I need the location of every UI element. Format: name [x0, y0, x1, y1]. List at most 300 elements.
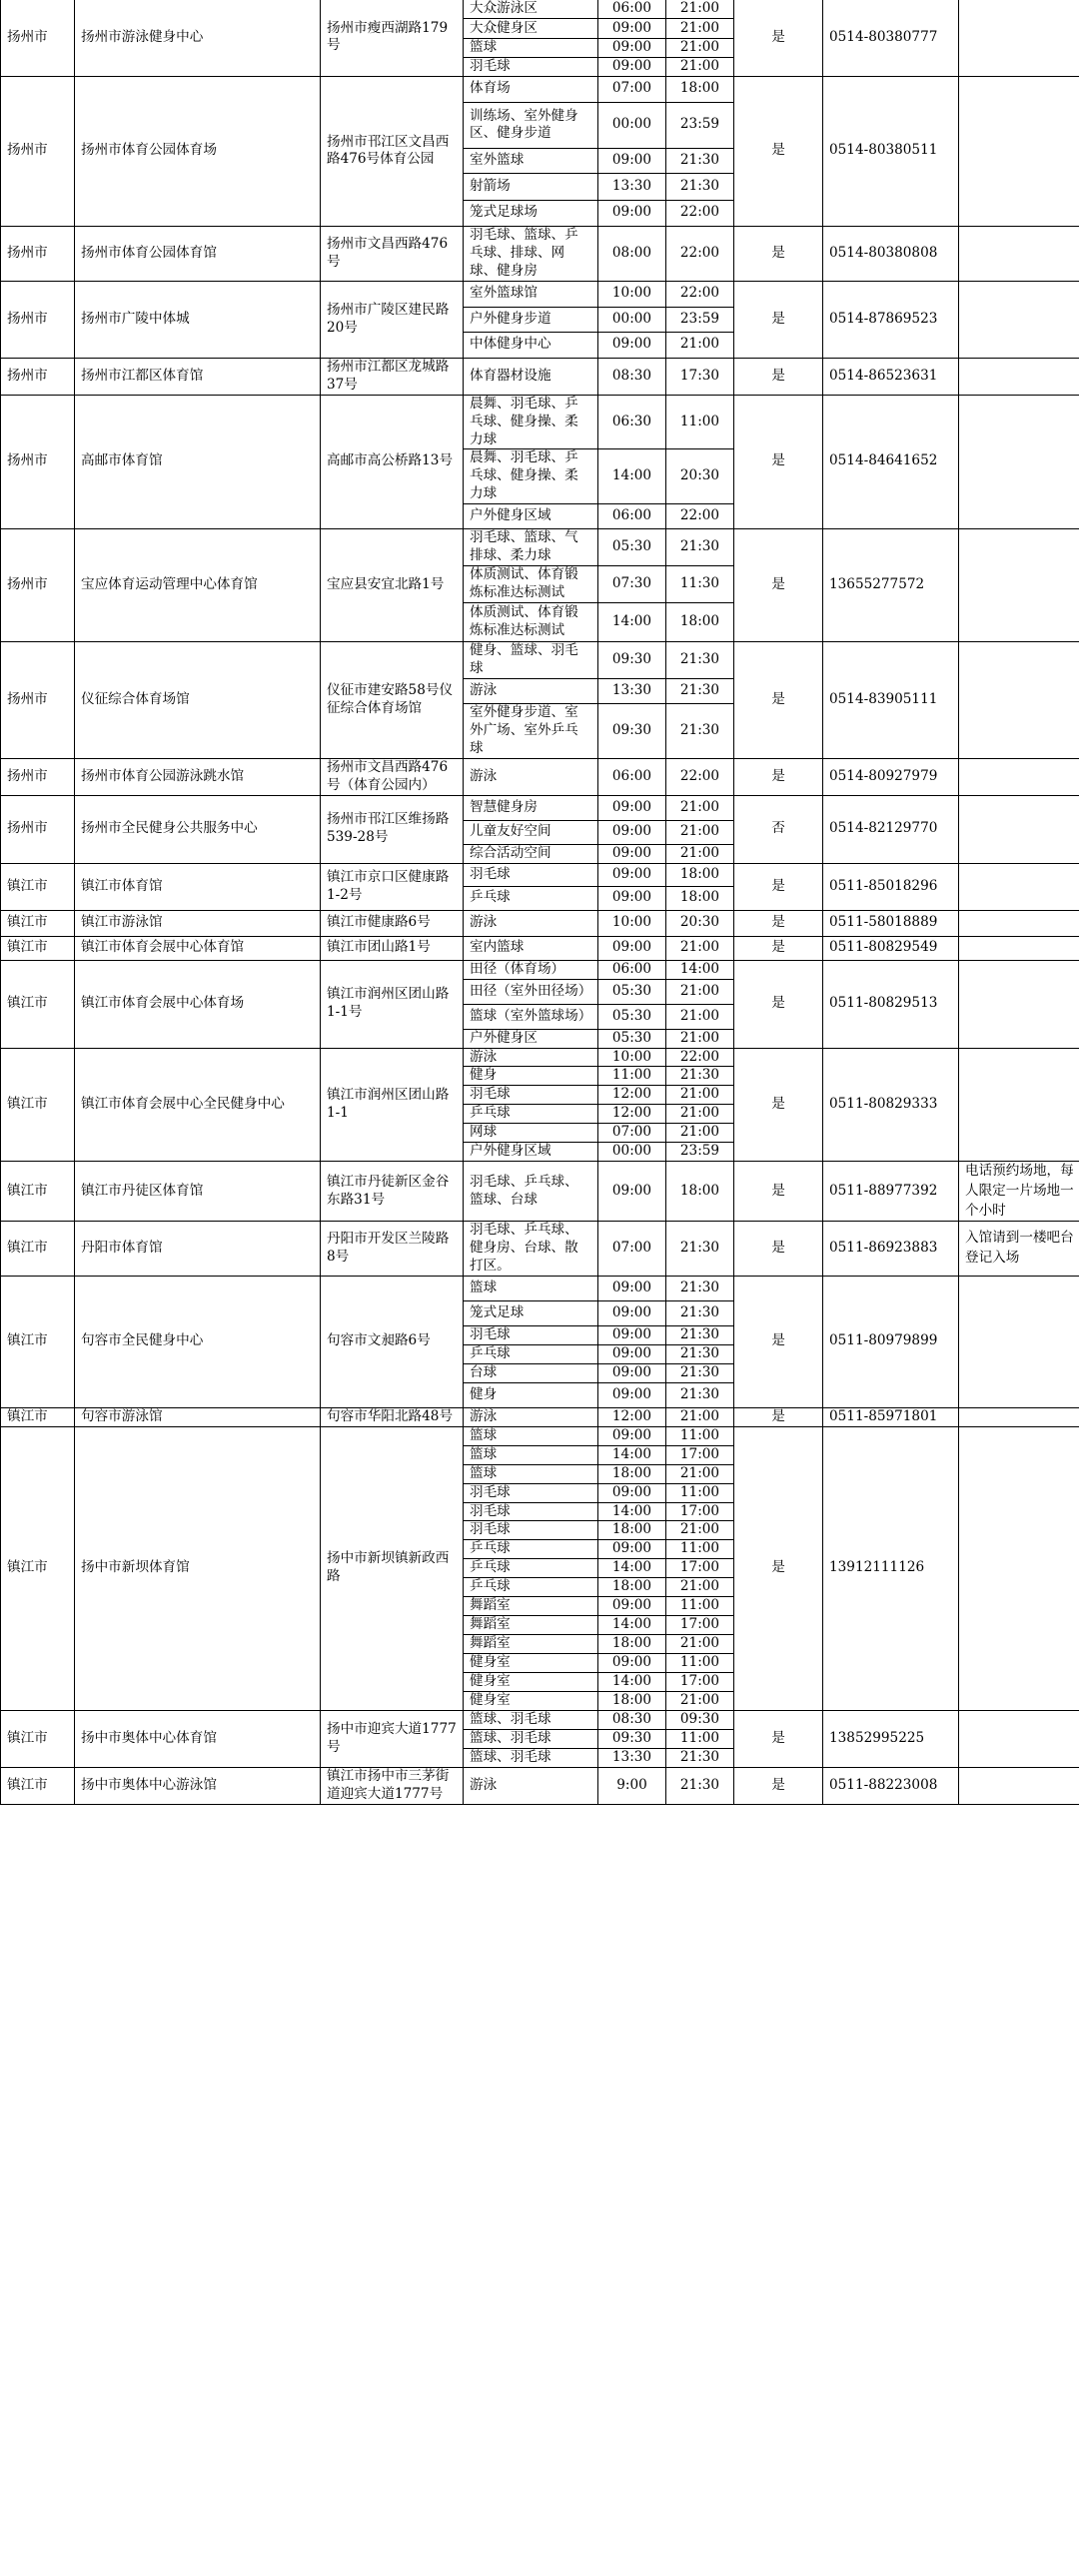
- close-time-cell: 22:00: [666, 758, 734, 795]
- close-time-cell: 18:00: [666, 1162, 734, 1222]
- open-time-cell: 09:00: [598, 863, 666, 886]
- note-cell: [959, 358, 1079, 395]
- open-time-cell: 13:30: [598, 173, 666, 200]
- open-to-public-cell: 是: [734, 281, 823, 358]
- open-to-public-cell: 是: [734, 1767, 823, 1804]
- note-cell: [959, 281, 1079, 358]
- table-row: [1, 936, 1079, 960]
- facility-cell: 篮球: [464, 1464, 598, 1483]
- open-time-cell: 00:00: [598, 102, 666, 148]
- facility-cell: 体质测试、体育锻炼标准达标测试: [464, 566, 598, 603]
- phone-cell: 0511-58018889: [823, 910, 959, 936]
- open-time-cell: 14:00: [598, 1559, 666, 1578]
- venue-name-cell: 高邮市体育馆: [75, 395, 321, 529]
- open-to-public-cell: 是: [734, 76, 823, 226]
- facility-cell: 笼式足球: [464, 1301, 598, 1326]
- facility-cell: 游泳: [464, 1407, 598, 1426]
- city-cell: 镇江市: [1, 1767, 75, 1804]
- phone-cell: 0511-85971801: [823, 1407, 959, 1426]
- open-time-cell: 08:00: [598, 226, 666, 281]
- note-cell: [959, 758, 1079, 795]
- phone-cell: 13912111126: [823, 1426, 959, 1710]
- close-time-cell: 09:30: [666, 1710, 734, 1729]
- open-time-cell: 09:00: [598, 1483, 666, 1502]
- open-time-cell: 00:00: [598, 307, 666, 332]
- venue-name-cell: 扬州市体育公园体育馆: [75, 226, 321, 281]
- city-cell: 扬州市: [1, 0, 75, 76]
- facility-cell: 游泳: [464, 1048, 598, 1067]
- city-cell: 镇江市: [1, 910, 75, 936]
- facility-cell: 户外健身步道: [464, 307, 598, 332]
- facility-cell: 乒乓球: [464, 1540, 598, 1559]
- facility-cell: 晨舞、羽毛球、乒乓球、健身操、柔力球: [464, 395, 598, 449]
- table-row: [1, 529, 1079, 566]
- note-cell: [959, 1407, 1079, 1426]
- close-time-cell: 18:00: [666, 76, 734, 102]
- open-time-cell: 14:00: [598, 1445, 666, 1464]
- open-time-cell: 05:30: [598, 979, 666, 1004]
- venue-name-cell: 扬州市广陵中体城: [75, 281, 321, 358]
- note-cell: [959, 910, 1079, 936]
- open-time-cell: 09:00: [598, 332, 666, 358]
- note-cell: [959, 76, 1079, 226]
- open-time-cell: 10:00: [598, 910, 666, 936]
- facility-cell: 羽毛球: [464, 1521, 598, 1540]
- close-time-cell: 21:00: [666, 1004, 734, 1029]
- facility-cell: 篮球: [464, 1445, 598, 1464]
- city-cell: 镇江市: [1, 936, 75, 960]
- close-time-cell: 21:30: [666, 1344, 734, 1363]
- venue-address-cell: 扬州市邗江区维扬路539-28号: [321, 795, 464, 863]
- facility-cell: 户外健身区域: [464, 504, 598, 529]
- open-time-cell: 09:00: [598, 1162, 666, 1222]
- facility-cell: 体育器材设施: [464, 358, 598, 395]
- table-row: [1, 358, 1079, 395]
- facility-cell: 羽毛球、篮球、乒乓球、排球、网球、健身房: [464, 226, 598, 281]
- open-time-cell: 11:00: [598, 1067, 666, 1086]
- note-cell: 电话预约场地，每人限定一片场地一个小时: [959, 1162, 1079, 1222]
- facility-cell: 健身、篮球、羽毛球: [464, 642, 598, 679]
- facility-cell: 中体健身中心: [464, 332, 598, 358]
- close-time-cell: 21:30: [666, 1326, 734, 1345]
- close-time-cell: 17:00: [666, 1502, 734, 1521]
- facility-cell: 健身室: [464, 1672, 598, 1691]
- facility-cell: 体质测试、体育锻炼标准达标测试: [464, 603, 598, 642]
- open-time-cell: 09:00: [598, 57, 666, 76]
- open-time-cell: 09:00: [598, 1363, 666, 1382]
- venue-name-cell: 扬州市全民健身公共服务中心: [75, 795, 321, 863]
- phone-cell: 13655277572: [823, 529, 959, 642]
- open-time-cell: 07:00: [598, 76, 666, 102]
- table-row: [1, 1222, 1079, 1277]
- open-to-public-cell: 是: [734, 529, 823, 642]
- close-time-cell: 21:00: [666, 1086, 734, 1105]
- open-time-cell: 05:30: [598, 1004, 666, 1029]
- facility-cell: 健身: [464, 1067, 598, 1086]
- open-to-public-cell: 是: [734, 642, 823, 759]
- note-cell: [959, 960, 1079, 1048]
- facility-cell: 乒乓球: [464, 1105, 598, 1124]
- table-row: [1, 642, 1079, 679]
- facility-cell: 射箭场: [464, 173, 598, 200]
- open-time-cell: 09:30: [598, 704, 666, 759]
- facility-cell: 健身室: [464, 1691, 598, 1710]
- close-time-cell: 21:30: [666, 1301, 734, 1326]
- venue-address-cell: 丹阳市开发区兰陵路8号: [321, 1222, 464, 1277]
- open-time-cell: 06:00: [598, 0, 666, 19]
- open-time-cell: 18:00: [598, 1521, 666, 1540]
- venue-name-cell: 镇江市游泳馆: [75, 910, 321, 936]
- city-cell: 镇江市: [1, 1277, 75, 1408]
- open-time-cell: 09:00: [598, 844, 666, 863]
- open-time-cell: 09:00: [598, 1654, 666, 1673]
- facility-cell: 篮球: [464, 39, 598, 58]
- open-time-cell: 09:00: [598, 19, 666, 39]
- close-time-cell: 21:00: [666, 1521, 734, 1540]
- city-cell: 镇江市: [1, 960, 75, 1048]
- open-time-cell: 14:00: [598, 1502, 666, 1521]
- phone-cell: 0511-80979899: [823, 1277, 959, 1408]
- open-time-cell: 00:00: [598, 1143, 666, 1162]
- close-time-cell: 21:00: [666, 844, 734, 863]
- open-to-public-cell: 是: [734, 1222, 823, 1277]
- close-time-cell: 14:00: [666, 960, 734, 979]
- note-cell: 入馆请到一楼吧台登记入场: [959, 1222, 1079, 1277]
- facility-cell: 篮球: [464, 1277, 598, 1301]
- table-row: [1, 0, 1079, 19]
- open-time-cell: 06:00: [598, 504, 666, 529]
- venue-address-cell: 镇江市健康路6号: [321, 910, 464, 936]
- close-time-cell: 21:00: [666, 1464, 734, 1483]
- facility-cell: 健身: [464, 1382, 598, 1407]
- facility-cell: 笼式足球场: [464, 200, 598, 226]
- open-to-public-cell: 是: [734, 1407, 823, 1426]
- facility-cell: 田径（室外田径场）: [464, 979, 598, 1004]
- open-time-cell: 18:00: [598, 1691, 666, 1710]
- close-time-cell: 11:00: [666, 1654, 734, 1673]
- close-time-cell: 21:00: [666, 57, 734, 76]
- close-time-cell: 11:00: [666, 1483, 734, 1502]
- close-time-cell: 21:30: [666, 529, 734, 566]
- note-cell: [959, 1277, 1079, 1408]
- facility-cell: 乒乓球: [464, 1344, 598, 1363]
- close-time-cell: 21:00: [666, 1029, 734, 1048]
- facility-cell: 篮球、羽毛球: [464, 1748, 598, 1767]
- venue-address-cell: 扬中市迎宾大道1777号: [321, 1710, 464, 1767]
- phone-cell: 0514-87869523: [823, 281, 959, 358]
- venue-name-cell: 镇江市体育馆: [75, 863, 321, 910]
- open-time-cell: 06:00: [598, 960, 666, 979]
- open-to-public-cell: 是: [734, 395, 823, 529]
- close-time-cell: 21:30: [666, 704, 734, 759]
- close-time-cell: 11:00: [666, 1597, 734, 1616]
- open-time-cell: 09:00: [598, 39, 666, 58]
- facility-cell: 乒乓球: [464, 1559, 598, 1578]
- table-row: [1, 1407, 1079, 1426]
- facility-cell: 羽毛球: [464, 863, 598, 886]
- open-time-cell: 9:00: [598, 1767, 666, 1804]
- open-time-cell: 09:00: [598, 1426, 666, 1445]
- phone-cell: 0514-80380808: [823, 226, 959, 281]
- note-cell: [959, 863, 1079, 910]
- venue-address-cell: 镇江市丹徒新区金谷东路31号: [321, 1162, 464, 1222]
- venue-name-cell: 扬中市奥体中心体育馆: [75, 1710, 321, 1767]
- close-time-cell: 21:30: [666, 148, 734, 173]
- close-time-cell: 21:30: [666, 1767, 734, 1804]
- close-time-cell: 11:00: [666, 1426, 734, 1445]
- close-time-cell: 23:59: [666, 1143, 734, 1162]
- note-cell: [959, 1048, 1079, 1162]
- open-time-cell: 12:00: [598, 1105, 666, 1124]
- facility-cell: 舞蹈室: [464, 1635, 598, 1654]
- facility-cell: 篮球（室外篮球场）: [464, 1004, 598, 1029]
- open-time-cell: 09:00: [598, 1301, 666, 1326]
- close-time-cell: 11:00: [666, 1729, 734, 1748]
- facility-cell: 篮球、羽毛球: [464, 1710, 598, 1729]
- facility-cell: 篮球、羽毛球: [464, 1729, 598, 1748]
- close-time-cell: 21:30: [666, 1382, 734, 1407]
- venue-address-cell: 句容市华阳北路48号: [321, 1407, 464, 1426]
- close-time-cell: 11:00: [666, 1540, 734, 1559]
- open-time-cell: 10:00: [598, 281, 666, 307]
- open-time-cell: 14:00: [598, 1616, 666, 1635]
- close-time-cell: 21:00: [666, 936, 734, 960]
- phone-cell: 0511-88977392: [823, 1162, 959, 1222]
- open-to-public-cell: 是: [734, 226, 823, 281]
- facility-cell: 游泳: [464, 1767, 598, 1804]
- note-cell: [959, 1767, 1079, 1804]
- city-cell: 扬州市: [1, 795, 75, 863]
- facility-cell: 羽毛球: [464, 1502, 598, 1521]
- table-row: [1, 1277, 1079, 1301]
- close-time-cell: 23:59: [666, 102, 734, 148]
- facility-cell: 台球: [464, 1363, 598, 1382]
- close-time-cell: 22:00: [666, 226, 734, 281]
- facility-cell: 户外健身区: [464, 1029, 598, 1048]
- facility-cell: 羽毛球: [464, 1086, 598, 1105]
- venue-name-cell: 扬中市新坝体育馆: [75, 1426, 321, 1710]
- facility-cell: 大众游泳区: [464, 0, 598, 19]
- phone-cell: 0511-86923883: [823, 1222, 959, 1277]
- open-time-cell: 06:00: [598, 758, 666, 795]
- close-time-cell: 21:00: [666, 820, 734, 844]
- close-time-cell: 11:00: [666, 395, 734, 449]
- close-time-cell: 22:00: [666, 200, 734, 226]
- venue-address-cell: 镇江市团山路1号: [321, 936, 464, 960]
- facility-cell: 羽毛球、乒乓球、健身房、台球、散打区。: [464, 1222, 598, 1277]
- note-cell: [959, 1710, 1079, 1767]
- open-to-public-cell: 是: [734, 910, 823, 936]
- open-time-cell: 09:00: [598, 1382, 666, 1407]
- phone-cell: 0514-82129770: [823, 795, 959, 863]
- close-time-cell: 21:00: [666, 1407, 734, 1426]
- facility-cell: 健身室: [464, 1654, 598, 1673]
- close-time-cell: 22:00: [666, 281, 734, 307]
- open-to-public-cell: 是: [734, 1048, 823, 1162]
- venue-name-cell: 扬中市奥体中心游泳馆: [75, 1767, 321, 1804]
- table-row: [1, 1426, 1079, 1445]
- city-cell: 镇江市: [1, 1426, 75, 1710]
- open-time-cell: 09:00: [598, 1326, 666, 1345]
- venue-address-cell: 宝应县安宜北路1号: [321, 529, 464, 642]
- close-time-cell: 23:59: [666, 307, 734, 332]
- facility-cell: 舞蹈室: [464, 1616, 598, 1635]
- facility-cell: 儿童友好空间: [464, 820, 598, 844]
- open-time-cell: 09:00: [598, 1540, 666, 1559]
- open-time-cell: 07:00: [598, 1124, 666, 1143]
- open-time-cell: 18:00: [598, 1578, 666, 1597]
- phone-cell: 0514-80380511: [823, 76, 959, 226]
- venue-name-cell: 镇江市丹徒区体育馆: [75, 1162, 321, 1222]
- city-cell: 扬州市: [1, 226, 75, 281]
- open-to-public-cell: 是: [734, 758, 823, 795]
- venue-address-cell: 扬中市新坝镇新政西路: [321, 1426, 464, 1710]
- city-cell: 扬州市: [1, 76, 75, 226]
- facility-cell: 羽毛球: [464, 1326, 598, 1345]
- close-time-cell: 21:00: [666, 39, 734, 58]
- facility-cell: 篮球: [464, 1426, 598, 1445]
- facility-cell: 羽毛球、乒乓球、篮球、台球: [464, 1162, 598, 1222]
- facility-cell: 训练场、室外健身区、健身步道: [464, 102, 598, 148]
- table-row: [1, 1710, 1079, 1729]
- phone-cell: 0514-84641652: [823, 395, 959, 529]
- table-row: [1, 795, 1079, 820]
- close-time-cell: 18:00: [666, 863, 734, 886]
- venue-address-cell: 扬州市江都区龙城路37号: [321, 358, 464, 395]
- city-cell: 扬州市: [1, 281, 75, 358]
- open-to-public-cell: 是: [734, 936, 823, 960]
- open-time-cell: 09:00: [598, 936, 666, 960]
- close-time-cell: 21:00: [666, 979, 734, 1004]
- facility-cell: 乒乓球: [464, 886, 598, 910]
- close-time-cell: 21:00: [666, 1691, 734, 1710]
- phone-cell: 0511-88223008: [823, 1767, 959, 1804]
- open-time-cell: 18:00: [598, 1464, 666, 1483]
- facility-cell: 网球: [464, 1124, 598, 1143]
- table-row: [1, 758, 1079, 795]
- venue-name-cell: 镇江市体育会展中心体育馆: [75, 936, 321, 960]
- venue-name-cell: 句容市全民健身中心: [75, 1277, 321, 1408]
- table-row: [1, 910, 1079, 936]
- open-time-cell: 09:00: [598, 820, 666, 844]
- phone-cell: 0514-80380777: [823, 0, 959, 76]
- open-time-cell: 05:30: [598, 529, 666, 566]
- close-time-cell: 21:00: [666, 19, 734, 39]
- city-cell: 扬州市: [1, 395, 75, 529]
- open-time-cell: 08:30: [598, 358, 666, 395]
- facility-cell: 室内篮球: [464, 936, 598, 960]
- close-time-cell: 21:30: [666, 1067, 734, 1086]
- city-cell: 扬州市: [1, 358, 75, 395]
- close-time-cell: 20:30: [666, 449, 734, 504]
- close-time-cell: 17:00: [666, 1672, 734, 1691]
- phone-cell: 0511-80829333: [823, 1048, 959, 1162]
- close-time-cell: 17:00: [666, 1559, 734, 1578]
- note-cell: [959, 395, 1079, 529]
- open-time-cell: 09:00: [598, 1344, 666, 1363]
- facility-cell: 智慧健身房: [464, 795, 598, 820]
- venue-name-cell: 镇江市体育会展中心体育场: [75, 960, 321, 1048]
- note-cell: [959, 795, 1079, 863]
- venue-address-cell: 扬州市邗江区文昌西路476号体育公园: [321, 76, 464, 226]
- close-time-cell: 17:00: [666, 1445, 734, 1464]
- city-cell: 镇江市: [1, 1222, 75, 1277]
- venue-address-cell: 镇江市扬中市三茅街道迎宾大道1777号: [321, 1767, 464, 1804]
- close-time-cell: 18:00: [666, 886, 734, 910]
- venue-address-cell: 高邮市高公桥路13号: [321, 395, 464, 529]
- open-to-public-cell: 是: [734, 1710, 823, 1767]
- city-cell: 扬州市: [1, 529, 75, 642]
- venue-name-cell: 宝应体育运动管理中心体育馆: [75, 529, 321, 642]
- close-time-cell: 18:00: [666, 603, 734, 642]
- close-time-cell: 20:30: [666, 910, 734, 936]
- venue-name-cell: 扬州市体育公园体育场: [75, 76, 321, 226]
- close-time-cell: 21:30: [666, 642, 734, 679]
- venue-address-cell: 镇江市京口区健康路1-2号: [321, 863, 464, 910]
- venue-address-cell: 扬州市瘦西湖路179号: [321, 0, 464, 76]
- city-cell: 镇江市: [1, 1407, 75, 1426]
- open-time-cell: 09:30: [598, 642, 666, 679]
- open-time-cell: 09:00: [598, 795, 666, 820]
- facility-cell: 晨舞、羽毛球、乒乓球、健身操、柔力球: [464, 449, 598, 504]
- close-time-cell: 21:00: [666, 1105, 734, 1124]
- phone-cell: 0514-83905111: [823, 642, 959, 759]
- facility-cell: 游泳: [464, 758, 598, 795]
- venue-address-cell: 镇江市润州区团山路1-1号: [321, 960, 464, 1048]
- close-time-cell: 21:30: [666, 1277, 734, 1301]
- open-to-public-cell: 是: [734, 1162, 823, 1222]
- close-time-cell: 21:00: [666, 1635, 734, 1654]
- facility-cell: 体育场: [464, 76, 598, 102]
- table-row: [1, 1767, 1079, 1804]
- close-time-cell: 21:00: [666, 1578, 734, 1597]
- table-row: [1, 281, 1079, 307]
- facility-cell: 舞蹈室: [464, 1597, 598, 1616]
- close-time-cell: 17:00: [666, 1616, 734, 1635]
- venue-name-cell: 仪征综合体育场馆: [75, 642, 321, 759]
- note-cell: [959, 0, 1079, 76]
- close-time-cell: 11:30: [666, 566, 734, 603]
- close-time-cell: 21:00: [666, 795, 734, 820]
- open-time-cell: 12:00: [598, 1086, 666, 1105]
- open-time-cell: 13:30: [598, 1748, 666, 1767]
- phone-cell: 0511-80829513: [823, 960, 959, 1048]
- close-time-cell: 21:00: [666, 1124, 734, 1143]
- open-time-cell: 14:00: [598, 1672, 666, 1691]
- venue-address-cell: 扬州市广陵区建民路20号: [321, 281, 464, 358]
- facility-cell: 田径（体育场）: [464, 960, 598, 979]
- phone-cell: 13852995225: [823, 1710, 959, 1767]
- note-cell: [959, 226, 1079, 281]
- phone-cell: 0511-85018296: [823, 863, 959, 910]
- facility-cell: 大众健身区: [464, 19, 598, 39]
- close-time-cell: 17:30: [666, 358, 734, 395]
- note-cell: [959, 529, 1079, 642]
- phone-cell: 0514-80927979: [823, 758, 959, 795]
- phone-cell: 0514-86523631: [823, 358, 959, 395]
- open-time-cell: 09:00: [598, 886, 666, 910]
- note-cell: [959, 1426, 1079, 1710]
- close-time-cell: 21:30: [666, 679, 734, 704]
- open-time-cell: 09:00: [598, 1597, 666, 1616]
- close-time-cell: 21:30: [666, 173, 734, 200]
- open-time-cell: 07:30: [598, 566, 666, 603]
- open-to-public-cell: 是: [734, 863, 823, 910]
- open-time-cell: 18:00: [598, 1635, 666, 1654]
- table-row: [1, 1048, 1079, 1067]
- facility-cell: 羽毛球、篮球、气排球、柔力球: [464, 529, 598, 566]
- facility-cell: 室外健身步道、室外广场、室外乒乓球: [464, 704, 598, 759]
